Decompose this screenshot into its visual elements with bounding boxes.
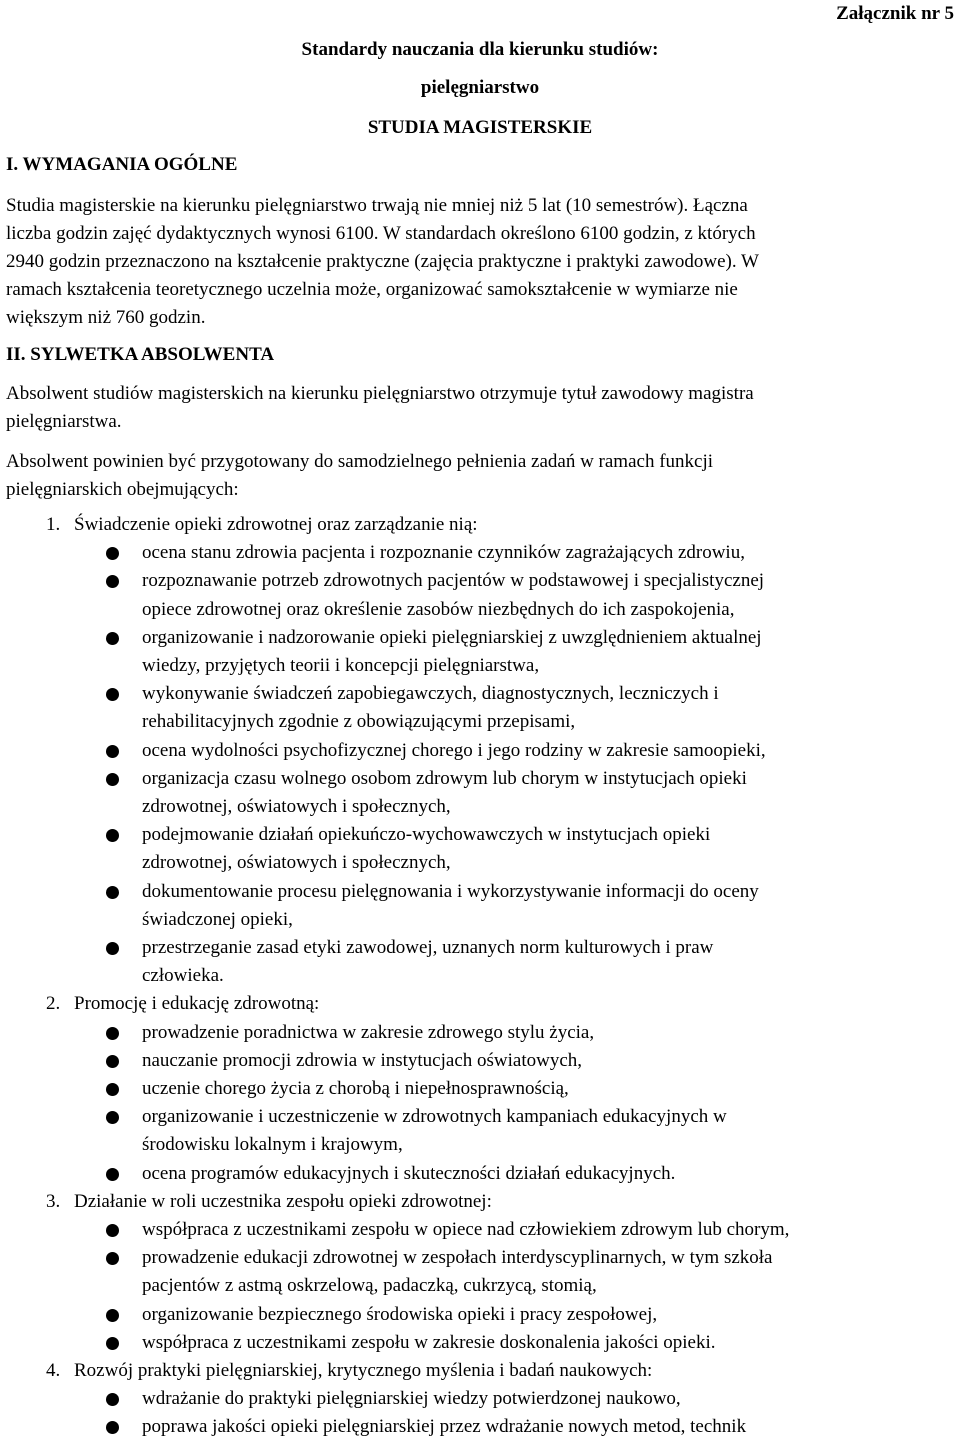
list-item-number: 3. bbox=[46, 1191, 61, 1212]
list-item-number: 2. bbox=[46, 993, 61, 1014]
bullet-icon bbox=[106, 1224, 119, 1237]
list-item-number: 1. bbox=[46, 514, 61, 535]
bullet-text-line: nauczanie promocji zdrowia w instytucjach oświatowych, bbox=[142, 1050, 583, 1071]
bullet-icon bbox=[106, 1083, 119, 1096]
section-heading-graduate-profile: II. SYLWETKA ABSOLWENTA bbox=[6, 344, 275, 365]
bullet-text-line: ocena wydolności psychofizycznej chorego i jego rodziny w zakresie samoopieki, bbox=[142, 740, 766, 761]
bullet-icon bbox=[106, 1111, 119, 1124]
general-requirements-paragraph bbox=[6, 192, 950, 332]
list-item-title: Działanie w roli uczestnika zespołu opieki zdrowotnej: bbox=[74, 1191, 492, 1212]
bullet-icon bbox=[106, 1393, 119, 1406]
bullet-text-line: podejmowanie działań opiekuńczo-wychowawczych w instytucjach opieki bbox=[142, 824, 711, 845]
paragraph-line: Absolwent studiów magisterskich na kierunku pielęgniarstwo otrzymuje tytuł zawodowy magistra bbox=[6, 383, 754, 404]
bullet-text-line: rozpoznawanie potrzeb zdrowotnych pacjentów w podstawowej i specjalistycznej bbox=[142, 570, 765, 591]
bullet-text-line: wdrażanie do praktyki pielęgniarskiej wiedzy potwierdzonej naukowo, bbox=[142, 1388, 681, 1409]
bullet-icon bbox=[106, 1252, 119, 1265]
bullet-text-line: zdrowotnej, oświatowych i społecznych, bbox=[142, 796, 451, 817]
bullet-icon bbox=[106, 886, 119, 899]
bullet-text-line: przestrzeganie zasad etyki zawodowej, uznanych norm kulturowych i praw bbox=[142, 937, 714, 958]
bullet-text-line: uczenie chorego życia z chorobą i niepełnosprawnością, bbox=[142, 1078, 569, 1099]
bullet-text-line: zdrowotnej, oświatowych i społecznych, bbox=[142, 852, 451, 873]
bullet-icon bbox=[106, 745, 119, 758]
bullet-text-line: człowieka. bbox=[142, 965, 224, 986]
bullet-text-line: pacjentów z astmą oskrzelową, padaczką, cukrzycą, stomią, bbox=[142, 1275, 597, 1296]
bullet-text-line: organizowanie i nadzorowanie opieki pielęgniarskiej z uwzględnieniem aktualnej bbox=[142, 627, 762, 648]
bullet-text-line: środowisku lokalnym i krajowym, bbox=[142, 1134, 403, 1155]
list-item-title: Rozwój praktyki pielęgniarskiej, krytycznego myślenia i badań naukowych: bbox=[74, 1360, 653, 1381]
bullet-text-line: opiece zdrowotnej oraz określenie zasobów niezbędnych do ich zaspokojenia, bbox=[142, 599, 735, 620]
bullet-text-line: ocena stanu zdrowia pacjenta i rozpoznanie czynników zagrażających zdrowiu, bbox=[142, 542, 745, 563]
bullet-text-line: wiedzy, przyjętych teorii i koncepcji pielęgniarstwa, bbox=[142, 655, 540, 676]
bullet-icon bbox=[106, 1055, 119, 1068]
bullet-icon bbox=[106, 829, 119, 842]
bullet-icon bbox=[106, 547, 119, 560]
list-item-number: 4. bbox=[46, 1360, 61, 1381]
list-item-title: Promocję i edukację zdrowotną: bbox=[74, 993, 320, 1014]
bullet-icon bbox=[106, 632, 119, 645]
bullet-text-line: prowadzenie poradnictwa w zakresie zdrowego stylu życia, bbox=[142, 1022, 595, 1043]
graduate-title-paragraph bbox=[6, 380, 950, 436]
bullet-text-line: poprawa jakości opieki pielęgniarskiej przez wdrażanie nowych metod, technik bbox=[142, 1416, 747, 1437]
study-level: STUDIA MAGISTERSKIE bbox=[367, 117, 593, 138]
paragraph-line: liczba godzin zajęć dydaktycznych wynosi 6100. W standardach określono 6100 godzin, z których bbox=[6, 223, 756, 244]
attachment-label: Załącznik nr 5 bbox=[836, 3, 954, 24]
bullet-text-line: współpraca z uczestnikami zespołu w opiece nad człowiekiem zdrowym lub chorym, bbox=[142, 1219, 790, 1240]
bullet-text-line: ocena programów edukacyjnych i skuteczności działań edukacyjnych. bbox=[142, 1163, 676, 1184]
bullet-text-line: rehabilitacyjnych zgodnie z obowiązującymi przepisami, bbox=[142, 711, 576, 732]
paragraph-line: pielęgniarstwa. bbox=[6, 411, 122, 432]
field-of-study: pielęgniarstwo bbox=[420, 77, 540, 98]
bullet-icon bbox=[106, 1421, 119, 1434]
bullet-icon bbox=[106, 1168, 119, 1181]
bullet-icon bbox=[106, 1337, 119, 1350]
bullet-text-line: prowadzenie edukacji zdrowotnej w zespołach interdyscyplinarnych, w tym szkoła bbox=[142, 1247, 773, 1268]
bullet-icon bbox=[106, 575, 119, 588]
bullet-icon bbox=[106, 773, 119, 786]
bullet-text-line: współpraca z uczestnikami zespołu w zakresie doskonalenia jakości opieki. bbox=[142, 1332, 716, 1353]
section-heading-general-requirements: I. WYMAGANIA OGÓLNE bbox=[6, 154, 238, 175]
paragraph-line: Absolwent powinien być przygotowany do samodzielnego pełnienia zadań w ramach funkcji bbox=[6, 451, 714, 472]
paragraph-line: większym niż 760 godzin. bbox=[6, 307, 206, 328]
bullet-icon bbox=[106, 942, 119, 955]
paragraph-line: ramach kształcenia teoretycznego uczelnia może, organizować samokształcenie w wymiarze nie bbox=[6, 279, 738, 300]
graduate-duties-paragraph bbox=[6, 448, 950, 504]
bullet-text-line: wykonywanie świadczeń zapobiegawczych, diagnostycznych, leczniczych i bbox=[142, 683, 719, 704]
bullet-text-line: dokumentowanie procesu pielęgnowania i wykorzystywanie informacji do oceny bbox=[142, 881, 759, 902]
bullet-text-line: organizowanie bezpiecznego środowiska opieki i pracy zespołowej, bbox=[142, 1304, 658, 1325]
bullet-icon bbox=[106, 688, 119, 701]
paragraph-line: Studia magisterskie na kierunku pielęgniarstwo trwają nie mniej niż 5 lat (10 semestrów). Łączna bbox=[6, 195, 748, 216]
bullet-icon bbox=[106, 1309, 119, 1322]
bullet-text-line: organizowanie i uczestniczenie w zdrowotnych kampaniach edukacyjnych w bbox=[142, 1106, 727, 1127]
document-title: Standardy nauczania dla kierunku studiów: bbox=[301, 39, 659, 60]
bullet-text-line: świadczonej opieki, bbox=[142, 909, 293, 930]
bullet-text-line: organizacja czasu wolnego osobom zdrowym lub chorym w instytucjach opieki bbox=[142, 768, 747, 789]
bullet-icon bbox=[106, 1027, 119, 1040]
list-item-title: Świadczenie opieki zdrowotnej oraz zarządzanie nią: bbox=[74, 514, 478, 535]
paragraph-line: 2940 godzin przeznaczono na kształcenie praktyczne (zajęcia praktyczne i praktyki zawodowe). W bbox=[6, 251, 759, 272]
paragraph-line: pielęgniarskich obejmujących: bbox=[6, 479, 239, 500]
